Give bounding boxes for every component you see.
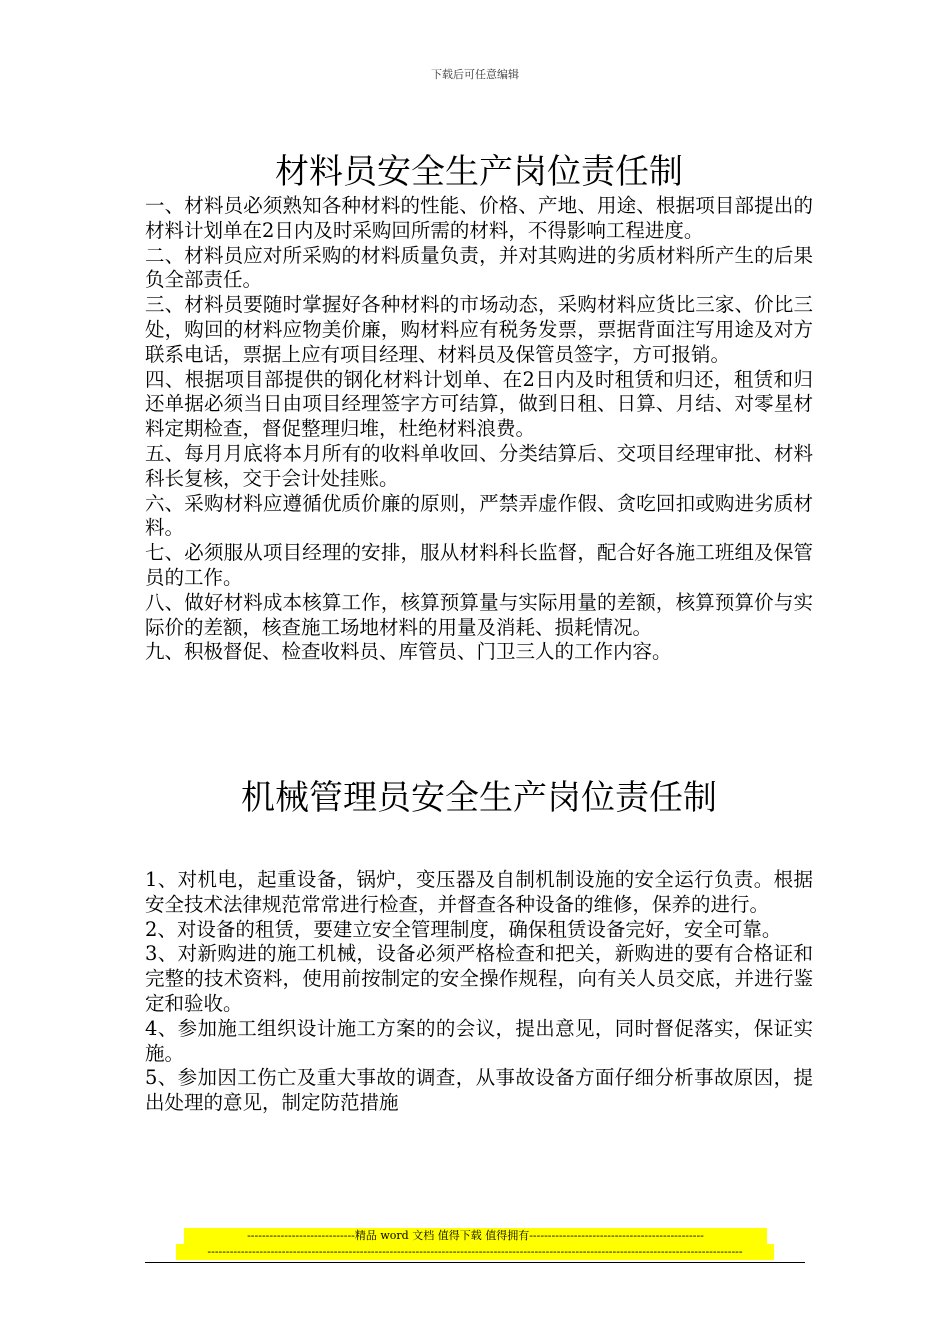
paragraph: 4、参加施工组织设计施工方案的的会议，提出意见，同时督促落实，保证实施。 xyxy=(145,1016,813,1065)
machinery-manager-section xyxy=(145,776,813,1116)
paragraph: 八、做好材料成本核算工作，核算预算量与实际用量的差额，核算预算价与实际价的差额，核查施工场地材料的用量及消耗、损耗情况。 xyxy=(145,590,813,639)
footer-banner xyxy=(176,1228,774,1260)
paragraph: 1、对机电，起重设备，锅炉，变压器及自制机制设施的安全运行负责。根据安全技术法律规范常常进行检查，并督查各种设备的维修，保养的进行。 xyxy=(145,868,813,916)
header-note: 下载后可任意编辑 xyxy=(431,68,519,81)
section-title-machinery-manager: 机械管理员安全生产岗位责任制 xyxy=(241,778,717,818)
paragraph: 四、根据项目部提供的钢化材料计划单、在2日内及时租赁和归还，租赁和归还单据必须当日由项目经理签字方可结算，做到日租、日算、月结、对零星材料定期检查，督促整理归堆，杜绝材料浪费。 xyxy=(145,367,813,441)
paragraph: 3、对新购进的施工机械，设备必须严格检查和把关，新购进的要有合格证和完整的技术资料，使用前按制定的安全操作规程，向有关人员交底，并进行鉴定和验收。 xyxy=(145,942,813,1015)
paragraph: 一、材料员必须熟知各种材料的性能、价格、产地、用途、根据项目部提出的材料计划单在2日内及时采购回所需的材料，不得影响工程进度。 xyxy=(145,194,813,242)
paragraph: 七、必须服从项目经理的安排，服从材料科长监督，配合好各施工班组及保管员的工作。 xyxy=(145,541,813,589)
paragraph: 5、参加因工伤亡及重大事故的调查，从事故设备方面仔细分析事故原因，提出处理的意见，制定防范措施 xyxy=(145,1066,813,1115)
paragraph: 九、积极督促、检查收料员、库管员、门卫三人的工作内容。 xyxy=(145,640,672,664)
paragraph: 二、材料员应对所采购的材料质量负责，并对其购进的劣质材料所产生的后果负全部责任。 xyxy=(145,243,813,292)
footer-banner-line: ------------------------------------------------------------------------------------------------------------------------------------------------ xyxy=(176,1244,774,1260)
paragraph: 五、每月月底将本月所有的收料单收回、分类结算后、交项目经理审批、材料科长复核，交于会计处挂账。 xyxy=(145,441,813,490)
section-title-material-clerk: 材料员安全生产岗位责任制 xyxy=(275,152,683,192)
footer-banner-line: -----------------------------精品 word 文档 值得下载 值得拥有----------------------------------------------- xyxy=(184,1228,767,1244)
paragraph: 2、对设备的租赁，要建立安全管理制度，确保租赁设备完好，安全可靠。 xyxy=(145,917,782,941)
paragraph: 三、材料员要随时掌握好各种材料的市场动态，采购材料应货比三家、价比三处，购回的材料应物美价廉，购材料应有税务发票，票据背面注写用途及对方联系电话，票据上应有项目经理、材料员及保管员签字，方可报销。 xyxy=(145,293,813,366)
material-clerk-section xyxy=(145,150,813,665)
footer-divider xyxy=(145,1262,805,1263)
paragraph: 六、采购材料应遵循优质价廉的原则，严禁弄虚作假、贪吃回扣或购进劣质材料。 xyxy=(145,491,813,540)
